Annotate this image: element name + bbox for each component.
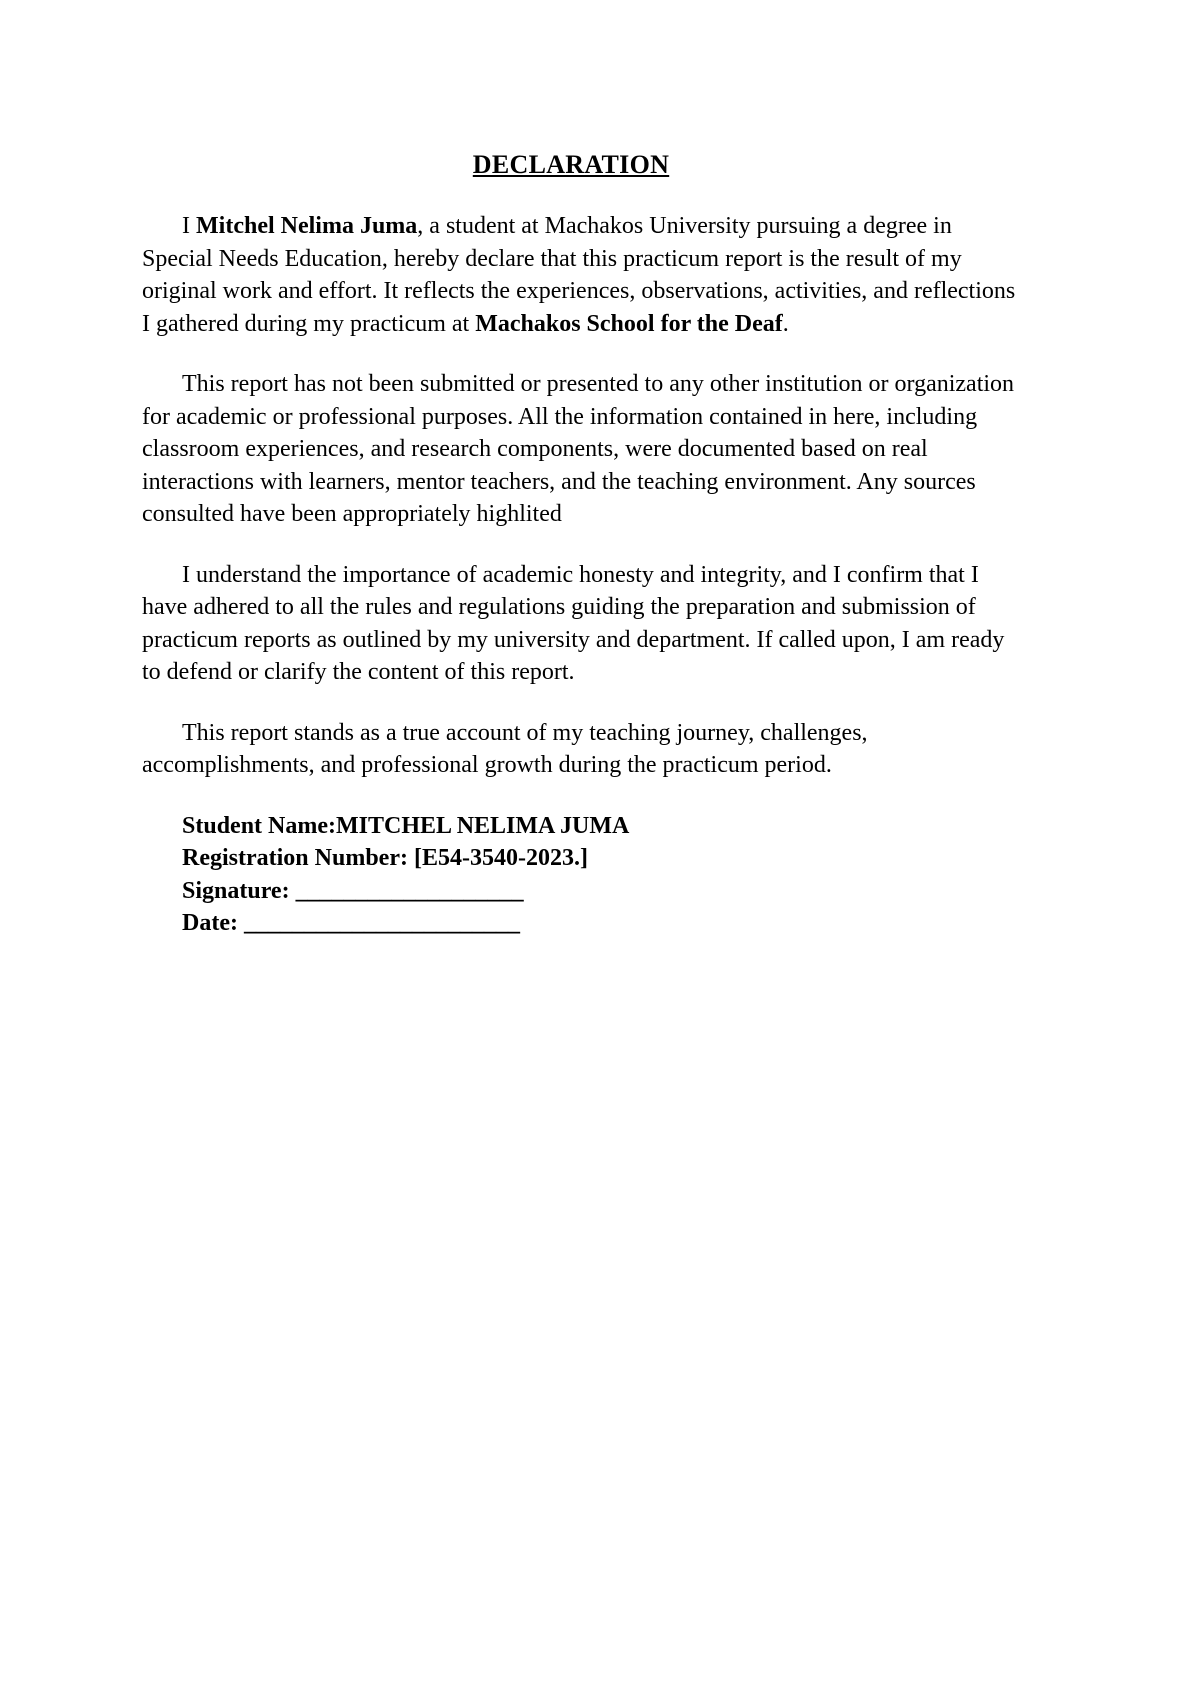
paragraph-3: I understand the importance of academic honesty and integrity, and I confirm that I have adhered to all the rules and regulations guiding the preparation and submission of practicum reports as outlined by my university and department. If called upon, I am ready to defend or clarify the content of this report.: [142, 561, 1005, 685]
paragraph-2: This report has not been submitted or presented to any other institution or organization for academic or professional purposes. All the information contained in here, including classroom experiences, and research components, were documented based on real interactions with learners, mentor teachers, and the teaching environment. Any sources consulted have been appropriately highlited: [142, 371, 1015, 527]
student-name-bold: Mitchel Nelima Juma: [196, 213, 418, 239]
paragraph-1-end: .: [782, 310, 789, 337]
document-body: [142, 210, 1022, 940]
school-name-bold: Machakos School for the Deaf: [475, 310, 783, 337]
date-line: Date: _______________________: [182, 910, 520, 936]
registration-number-line: Registration Number: [E54-3540-2023.]: [182, 845, 588, 871]
student-name-line: Student Name:MITCHEL NELIMA JUMA: [182, 812, 630, 839]
paragraph-4: This report stands as a true account of my teaching journey, challenges, accomplishments, and professional growth during the practicum period.: [142, 719, 868, 778]
signature-line: Signature: ___________________: [182, 877, 524, 904]
signature-block: [142, 810, 1022, 940]
paragraph-1-lead: I: [182, 213, 196, 239]
paragraph-1: [142, 210, 1022, 340]
page-title: DECLARATION: [472, 150, 670, 179]
paragraph-1-text: , a student at Machakos University pursuing a degree in Special Needs Education, hereby declare that this practicum report is the result of my original work and effort. It reflects the experiences, observations, activities, and reflections I gathered during my practicum at: [142, 213, 1016, 337]
